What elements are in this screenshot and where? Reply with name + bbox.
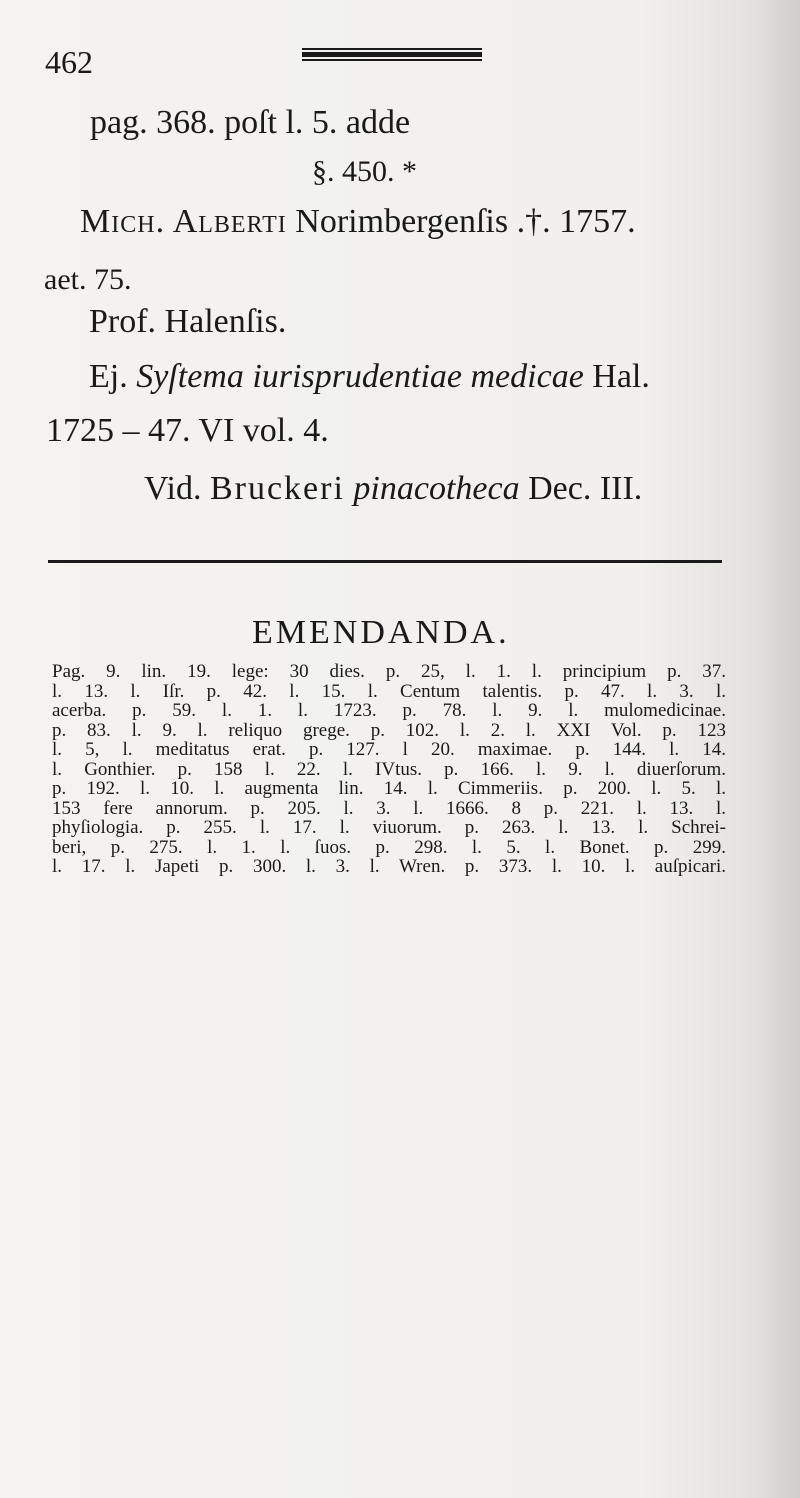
errata-line: 153 fere annorum. p. 205. l. 3. l. 1666. 8 p. 221. l. 13. l.: [52, 797, 726, 819]
errata-line: l. 5, l. meditatus erat. p. 127. l 20. maximae. p. 144. l. 14.: [52, 739, 726, 760]
errata-line: Pag. 9. lin. 19. lege: 30 dies. p. 25, l. 1. l. principium p. 37.: [52, 661, 726, 682]
errata-line: l. Gonthier. p. 158 l. 22. l. IVtus. p. 166. l. 9. l. diuerſorum.: [52, 758, 726, 780]
errata-line: phyſiologia. p. 255. l. 17. l. viuorum. p. 263. l. 13. l. Schrei-: [52, 817, 726, 838]
section-divider: [48, 560, 722, 563]
work-line: [89, 358, 650, 396]
errata-line: beri, p. 275. l. 1. l. ſuos. p. 298. l. 5. l. Bonet. p. 299.: [52, 836, 726, 858]
author-name: Mich. Alberti: [80, 203, 287, 240]
vid-title: pinacotheca: [353, 470, 520, 507]
errata-line: l. 17. l. Japeti p. 300. l. 3. l. Wren. p. 373. l. 10. l. auſpicari.: [52, 856, 726, 877]
vid-prefix: Vid.: [144, 470, 202, 507]
ref-line: pag. 368. poſt l. 5. adde: [90, 104, 411, 141]
emendanda-list: [52, 662, 726, 877]
work-place: Hal.: [592, 358, 650, 395]
errata-line: p. 83. l. 9. l. reliquo grege. p. 102. l. 2. l. XXI Vol. p. 123: [52, 719, 726, 741]
vid-line: [144, 470, 642, 508]
emendanda-title: EMENDANDA.: [252, 614, 510, 651]
position-line: Prof. Halenſis.: [89, 303, 287, 340]
author-line: [80, 203, 636, 241]
section-number: §. 450. *: [312, 155, 417, 188]
work-details: 1725 – 47. VI vol. 4.: [46, 412, 329, 449]
errata-line: p. 192. l. 10. l. augmenta lin. 14. l. Cimmeriis. p. 200. l. 5. l.: [52, 778, 726, 799]
work-title: Syſtema iurisprudentiae medicae: [136, 358, 584, 395]
errata-line: l. 13. l. Iſr. p. 42. l. 15. l. Centum talentis. p. 47. l. 3. l.: [52, 680, 726, 702]
vid-author: Bruckeri: [209, 470, 345, 507]
page-number: 462: [45, 44, 93, 80]
work-prefix: Ej.: [89, 358, 128, 395]
age-line: aet. 75.: [44, 263, 132, 296]
errata-line: acerba. p. 59. l. 1. l. 1723. p. 78. l. 9. l. mulomedicinae.: [52, 700, 726, 721]
author-origin: Norimbergenſis .†. 1757.: [295, 203, 636, 240]
header-rule: [302, 48, 482, 62]
vid-suffix: Dec. III.: [528, 470, 643, 507]
